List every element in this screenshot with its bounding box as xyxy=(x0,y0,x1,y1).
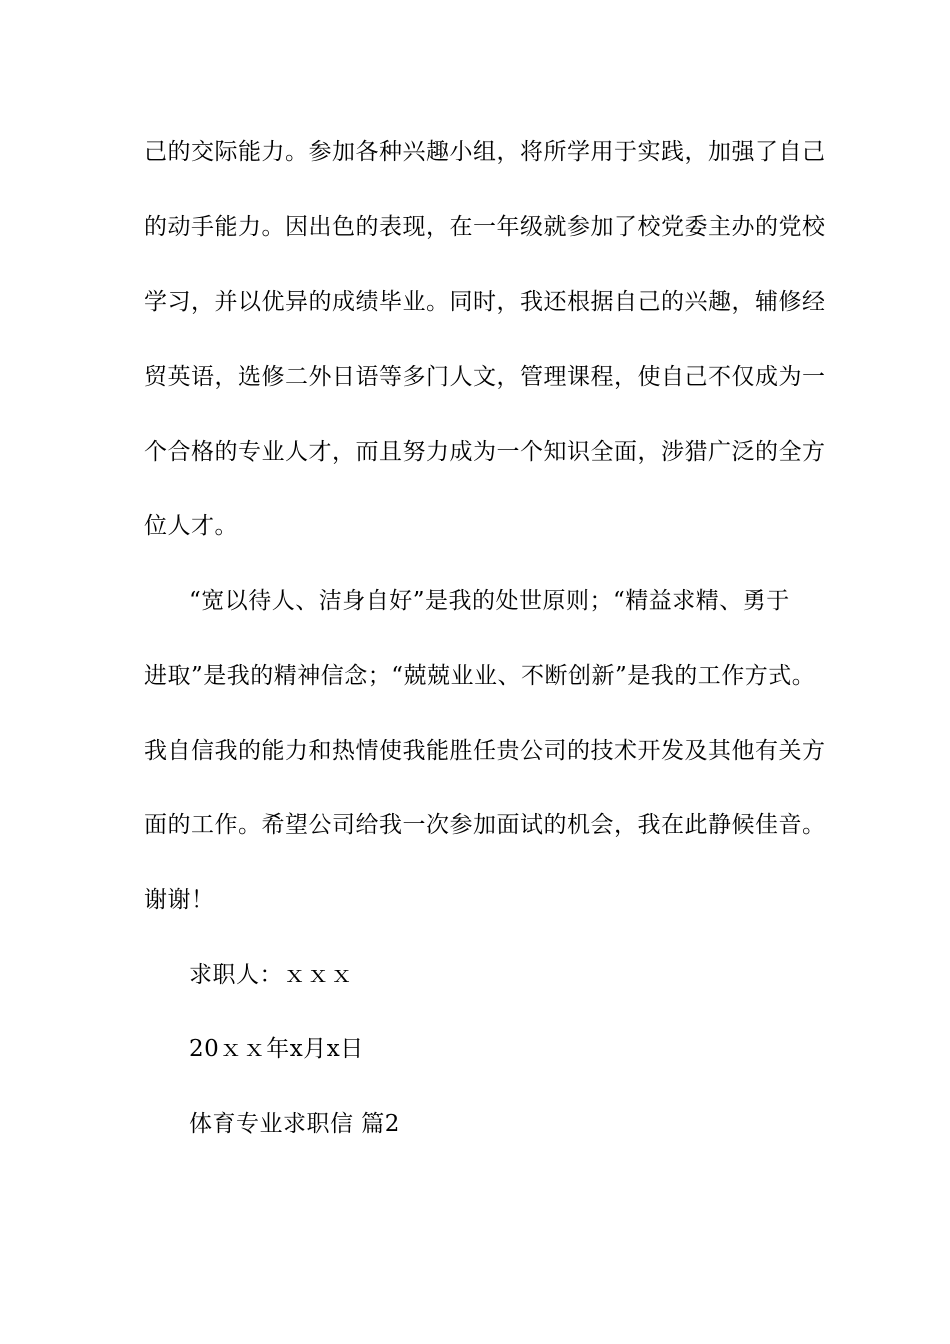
body-line-2: 的动手能力。因出色的表现，在一年级就参加了校党委主办的党校 xyxy=(144,214,826,240)
body-line-1: 己的交际能力。参加各种兴趣小组，将所学用于实践，加强了自己 xyxy=(144,139,826,165)
letter-date: 20ｘｘ年x月x日 xyxy=(189,1036,364,1062)
body-line-4: 贸英语，选修二外日语等多门人文，管理课程，使自己不仅成为一 xyxy=(144,364,826,390)
body-line-11: 谢谢！ xyxy=(144,887,215,913)
body-line-9: 我自信我的能力和热情使我能胜任贵公司的技术开发及其他有关方 xyxy=(144,738,826,764)
body-line-7: “宽以待人、洁身自好”是我的处世原则；“精益求精、勇于 xyxy=(189,588,790,614)
body-line-6: 位人才。 xyxy=(144,513,238,539)
body-line-5: 个合格的专业人才，而且努力成为一个知识全面，涉猎广泛的全方 xyxy=(144,439,826,465)
section-heading: 体育专业求职信 篇2 xyxy=(189,1111,400,1137)
body-line-10: 面的工作。希望公司给我一次参加面试的机会，我在此静候佳音。 xyxy=(144,812,826,838)
body-line-8: 进取”是我的精神信念；“兢兢业业、不断创新”是我的工作方式。 xyxy=(144,663,816,689)
applicant-signature: 求职人：ｘｘｘ xyxy=(189,962,354,988)
body-line-3: 学习，并以优异的成绩毕业。同时，我还根据自己的兴趣，辅修经 xyxy=(144,289,826,315)
